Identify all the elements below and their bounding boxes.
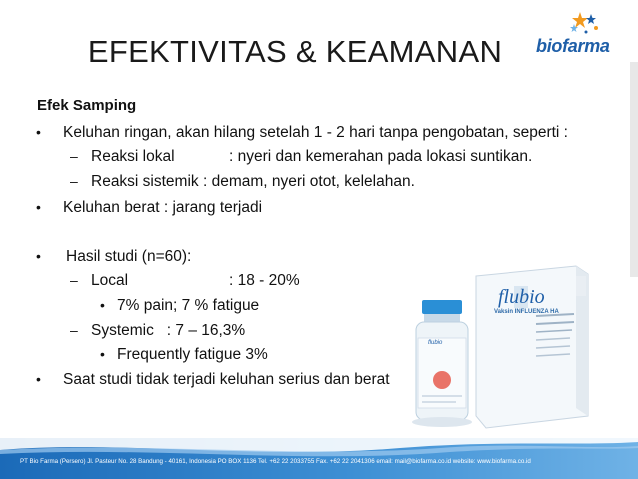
logo-text: biofarma xyxy=(536,36,610,56)
dash-glyph: – xyxy=(70,173,78,189)
bullet-glyph: • xyxy=(36,124,41,140)
bullet-item: Saat studi tidak terjadi keluhan serius dan berat xyxy=(63,371,390,388)
bullet-glyph: • xyxy=(36,199,41,215)
dash-glyph: – xyxy=(70,272,78,288)
sub-item-value: : nyeri dan kemerahan pada lokasi suntikan. xyxy=(229,148,533,165)
footer-bar xyxy=(0,438,638,479)
product-brand: flubio xyxy=(498,286,545,308)
sub-item: Reaksi sistemik : demam, nyeri otot, kelelahan. xyxy=(91,173,415,190)
dash-glyph: – xyxy=(70,148,78,164)
bullet-item: Keluhan ringan, akan hilang setelah 1 - 2 hari tanpa pengobatan, seperti : xyxy=(63,124,568,141)
product-image xyxy=(406,246,596,436)
bullet-item: Keluhan berat : jarang terjadi xyxy=(63,199,263,216)
sub-item-value: : 18 - 20% xyxy=(229,272,300,289)
bullet-glyph: • xyxy=(100,297,105,313)
slide-title: EFEKTIVITAS & KEAMANAN xyxy=(87,34,503,69)
sub-item-label: Reaksi lokal xyxy=(91,148,175,165)
product-subtitle: Vaksin INFLUENZA HA xyxy=(494,309,559,315)
bullet-glyph: • xyxy=(36,371,41,387)
sub-sub-item: 7% pain; 7 % fatigue xyxy=(117,297,260,314)
bullet-glyph: • xyxy=(100,346,105,362)
footer-contact-text: PT Bio Farma (Persero) Jl. Pasteur No. 28 Bandung - 40161, Indonesia PO BOX 1136 Tel. +62 22 2033755 Fax. +62 22 2041306 email: mail@biofarma.co.id website: www.biofarma.co.id xyxy=(20,458,531,465)
sub-item: Systemic : 7 – 16,3% xyxy=(91,322,246,339)
dash-glyph: – xyxy=(70,322,78,338)
section-heading: Efek Samping xyxy=(37,97,137,114)
bullet-glyph: • xyxy=(36,248,41,264)
sub-sub-item: Frequently fatigue 3% xyxy=(117,346,268,363)
vial-label: flubio xyxy=(428,340,443,346)
sub-item-label: Local xyxy=(91,272,129,289)
bullet-item: Hasil studi (n=60): xyxy=(66,248,192,265)
